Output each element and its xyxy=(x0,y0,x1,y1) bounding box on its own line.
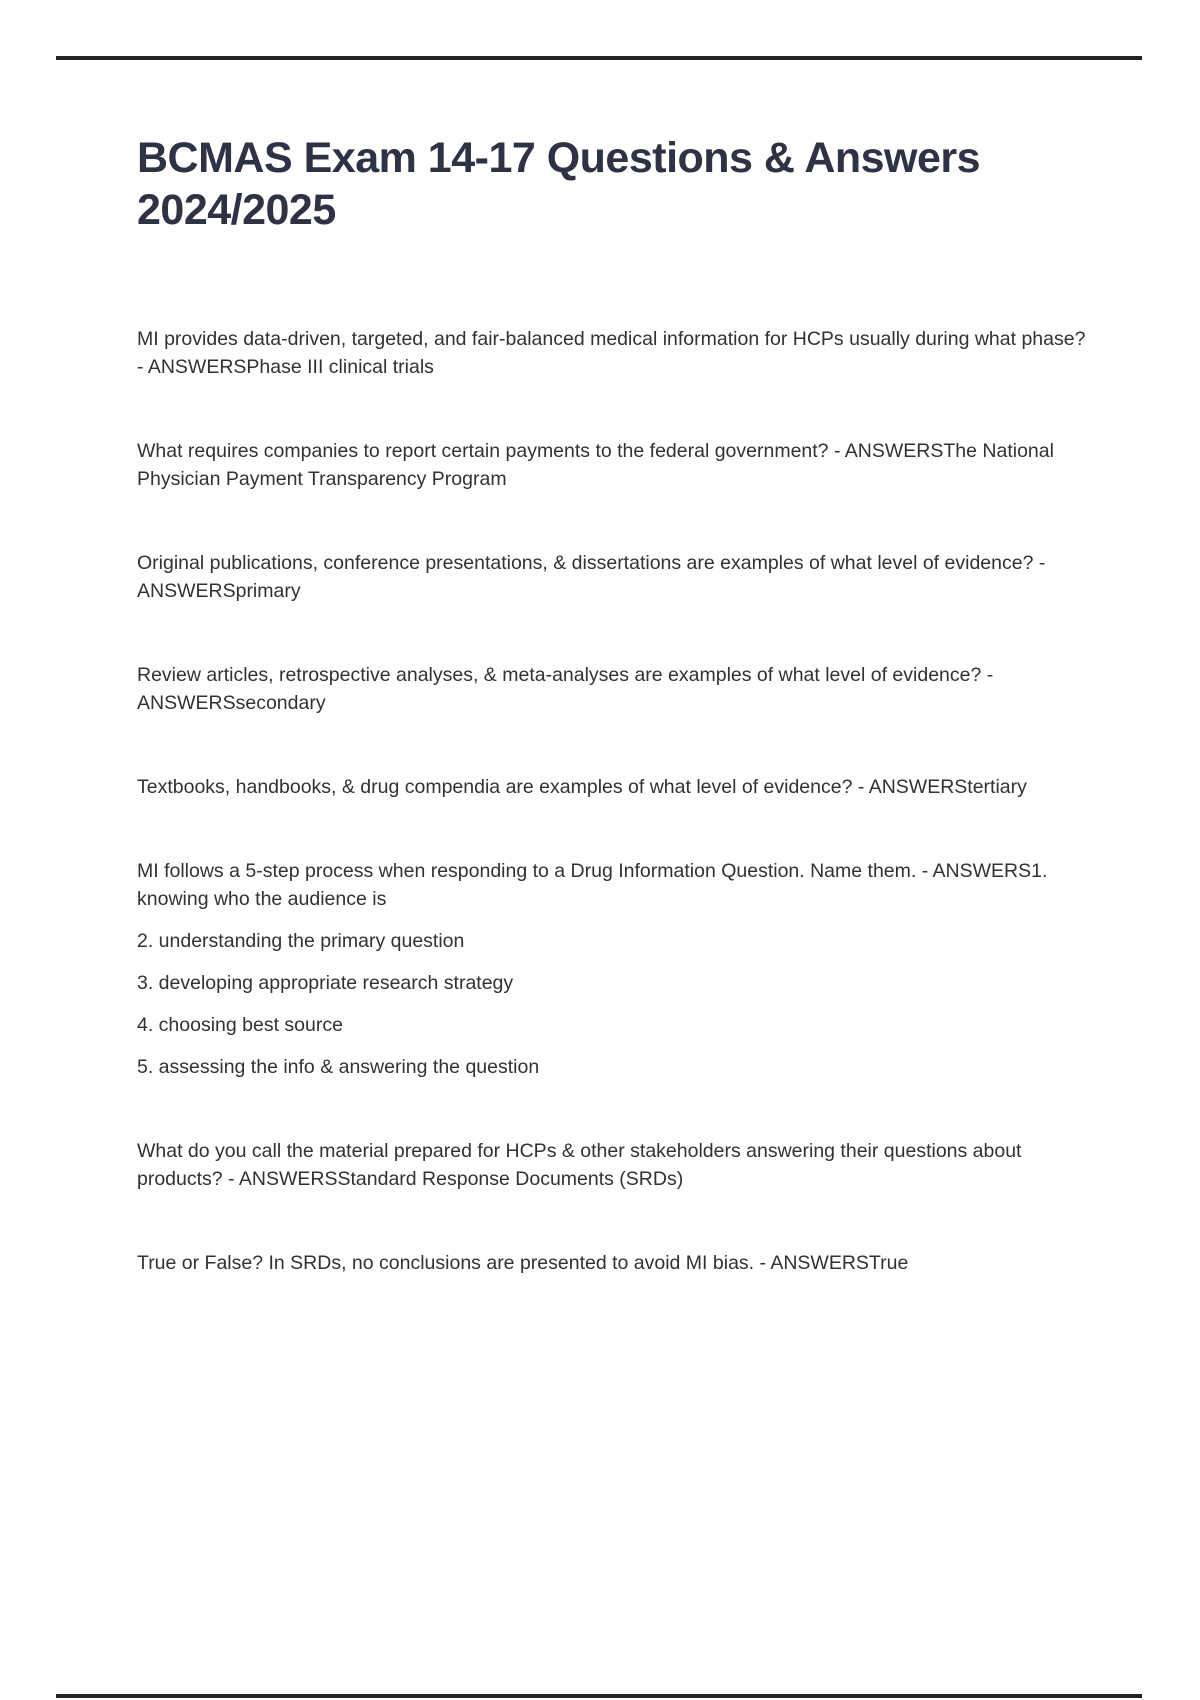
qa-paragraph: Textbooks, handbooks, & drug compendia are examples of what level of evidence? - ANSWERStertiary xyxy=(137,775,1027,798)
page-title: BCMAS Exam 14-17 Questions & Answers 2024/2025 xyxy=(137,134,981,235)
qa-paragraph: True or False? In SRDs, no conclusions are presented to avoid MI bias. - ANSWERSTrue xyxy=(137,1251,909,1274)
qa-paragraph: 4. choosing best source xyxy=(137,1013,343,1036)
qa-paragraph: Review articles, retrospective analyses, & meta-analyses are examples of what level of evidence? - ANSWERSsecondary xyxy=(137,663,994,714)
qa-paragraph: Original publications, conference presentations, & dissertations are examples of what level of evidence? - ANSWERSprimary xyxy=(137,551,1046,602)
qa-paragraph: 5. assessing the info & answering the question xyxy=(137,1055,540,1078)
page-content xyxy=(137,132,1095,1277)
qa-paragraph: What do you call the material prepared for HCPs & other stakeholders answering their questions about products? - ANSWERSStandard Response Documents (SRDs) xyxy=(137,1139,1022,1190)
qa-paragraph: What requires companies to report certain payments to the federal government? - ANSWERSThe National Physician Payment Transparency Program xyxy=(137,439,1054,490)
qa-paragraph: MI provides data-driven, targeted, and fair-balanced medical information for HCPs usually during what phase? - ANSWERSPhase III clinical trials xyxy=(137,327,1086,378)
qa-paragraph: MI follows a 5-step process when responding to a Drug Information Question. Name them. - ANSWERS1. knowing who the audience is xyxy=(137,859,1048,910)
top-divider xyxy=(56,56,1142,60)
paragraphs xyxy=(137,325,1095,1277)
qa-paragraph: 3. developing appropriate research strategy xyxy=(137,971,514,994)
qa-paragraph: 2. understanding the primary question xyxy=(137,929,465,952)
bottom-divider xyxy=(56,1694,1142,1698)
